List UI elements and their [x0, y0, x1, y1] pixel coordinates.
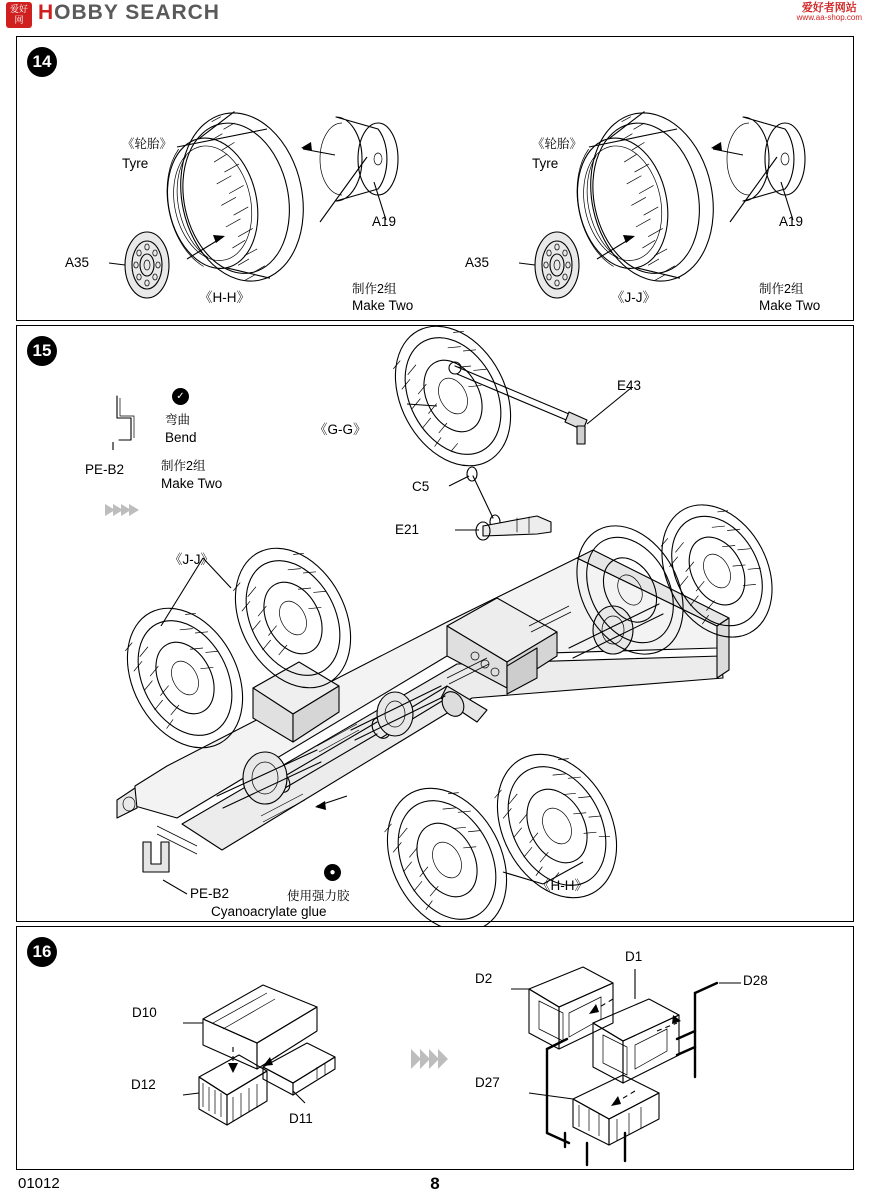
label-e21: E21	[395, 522, 420, 537]
label-a35-right: A35	[465, 255, 490, 270]
step-panel-16	[16, 926, 854, 1170]
label-tyre-en-right: Tyre	[532, 156, 559, 171]
label-pe-b2-top: PE-B2	[85, 462, 125, 477]
label-d10: D10	[132, 1005, 157, 1020]
label-section-jj-15: 《J-J》	[169, 552, 214, 567]
label-make-two-cn-left: 制作2组	[352, 282, 397, 296]
site-url-line2: www.aa-shop.com	[796, 13, 862, 22]
label-section-jj: 《J-J》	[611, 290, 656, 305]
site-logo: 爱好网	[6, 2, 32, 28]
label-tyre-cn-right: 《轮胎》	[532, 137, 583, 151]
label-e43: E43	[617, 378, 642, 393]
label-make-two-cn-right: 制作2组	[759, 282, 804, 296]
label-glue-en: Cyanoacrylate glue	[211, 904, 327, 919]
label-make-two-en-15: Make Two	[161, 476, 223, 491]
site-brand	[38, 1, 220, 25]
label-make-two-cn-15: 制作2组	[161, 459, 206, 473]
label-d2: D2	[475, 971, 493, 986]
label-tyre-cn-left: 《轮胎》	[122, 137, 173, 151]
watermark-header	[0, 0, 870, 30]
label-d28: D28	[743, 973, 768, 988]
label-tyre-en-left: Tyre	[122, 156, 149, 171]
step-number-15: 15	[27, 336, 57, 366]
step-number-16: 16	[27, 937, 57, 967]
site-url-line1: 爱好者网站	[801, 2, 857, 14]
kit-number: 01012	[18, 1175, 60, 1192]
glue-marker-icon: ●	[324, 864, 341, 881]
label-make-two-en-left: Make Two	[352, 298, 414, 313]
site-url-block	[797, 3, 862, 23]
step-panel-15	[16, 325, 854, 922]
label-bend-cn: 弯曲	[165, 413, 191, 427]
step-panel-14	[16, 36, 854, 321]
step-15-artwork	[17, 326, 855, 923]
label-section-gg: 《G-G》	[314, 422, 367, 437]
label-bend-en: Bend	[165, 430, 197, 445]
label-c5: C5	[412, 479, 430, 494]
label-d1: D1	[625, 949, 643, 964]
label-make-two-en-right: Make Two	[759, 298, 821, 313]
label-glue-cn: 使用强力胶	[287, 889, 350, 903]
page-number: 8	[430, 1174, 440, 1193]
label-section-hh-15: 《H-H》	[537, 878, 588, 893]
label-d12: D12	[131, 1077, 156, 1092]
label-d11: D11	[289, 1111, 313, 1126]
label-a19-left: A19	[372, 214, 397, 229]
label-section-hh: 《H-H》	[199, 290, 250, 305]
step-number-14: 14	[27, 47, 57, 77]
brand-prefix: H	[38, 1, 55, 24]
label-d27: D27	[475, 1075, 500, 1090]
label-pe-b2-bottom: PE-B2	[190, 886, 230, 901]
brand-text: OBBY SEARCH	[54, 1, 220, 24]
step-16-artwork	[17, 927, 855, 1171]
label-a19-right: A19	[779, 214, 804, 229]
label-a35-left: A35	[65, 255, 90, 270]
step-14-artwork	[17, 37, 855, 322]
bend-marker-icon: ✓	[172, 388, 189, 405]
